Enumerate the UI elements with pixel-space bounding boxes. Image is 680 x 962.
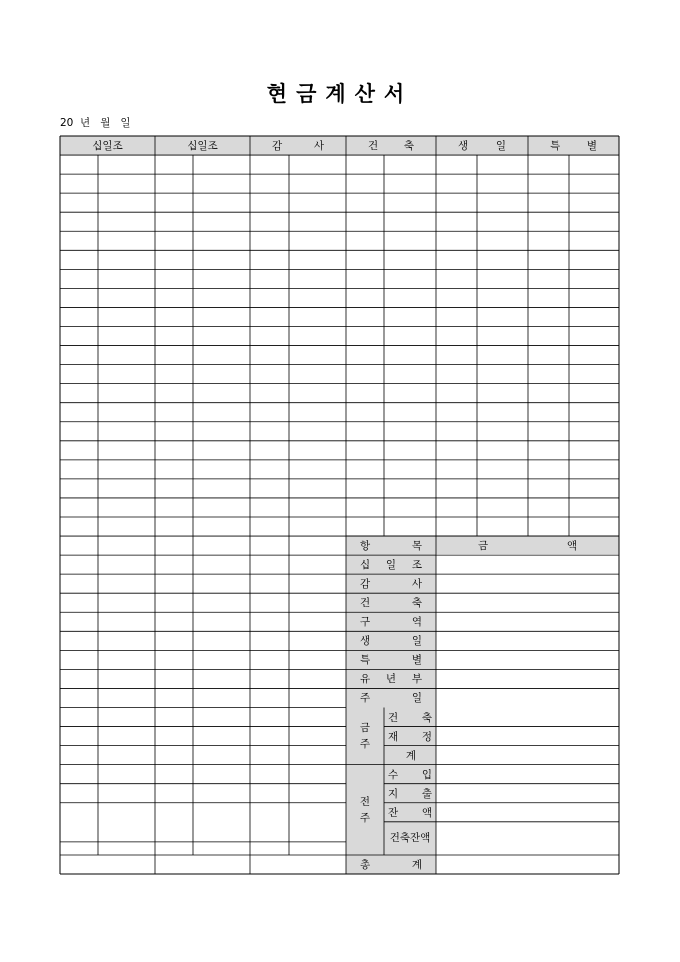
summary-item-label: 특 별	[360, 654, 422, 667]
geumju-row-label: 재 정	[388, 730, 432, 743]
jeonju-row-label: 수 입	[388, 768, 432, 781]
summary-header-item: 항 목	[360, 540, 422, 553]
summary-header-amount: 금 액	[478, 540, 577, 553]
column-header: 감 사	[272, 140, 324, 153]
summary-item-label: 주 일	[360, 692, 422, 705]
summary-item-label: 생 일	[360, 635, 422, 648]
jeonju-label: 전주	[359, 795, 371, 824]
column-header: 생 일	[458, 140, 506, 153]
geumju-label: 금주	[359, 722, 371, 751]
summary-item-label: 구 역	[360, 616, 422, 629]
column-header: 특 별	[550, 140, 597, 153]
summary-item-label: 십 일 조	[360, 559, 422, 572]
summary-item-label: 유 년 부	[360, 673, 422, 686]
summary-item-label: 감 사	[360, 578, 422, 591]
column-header: 십일조	[92, 140, 123, 153]
jeonju-row-label: 잔 액	[388, 806, 432, 819]
jeonju-row-label: 건축잔액	[389, 832, 431, 845]
total-label: 총 계	[360, 859, 422, 871]
document-title: 현금계산서	[266, 81, 414, 106]
summary-item-label: 건 축	[360, 597, 422, 610]
geumju-row-label: 건 축	[388, 711, 432, 724]
geumju-row-label: 계	[405, 749, 416, 762]
column-header: 십일조	[187, 140, 218, 153]
jeonju-row-label: 지 출	[388, 787, 432, 800]
date-line: 20 년 월 일	[60, 117, 131, 129]
column-header: 건 축	[368, 140, 414, 153]
